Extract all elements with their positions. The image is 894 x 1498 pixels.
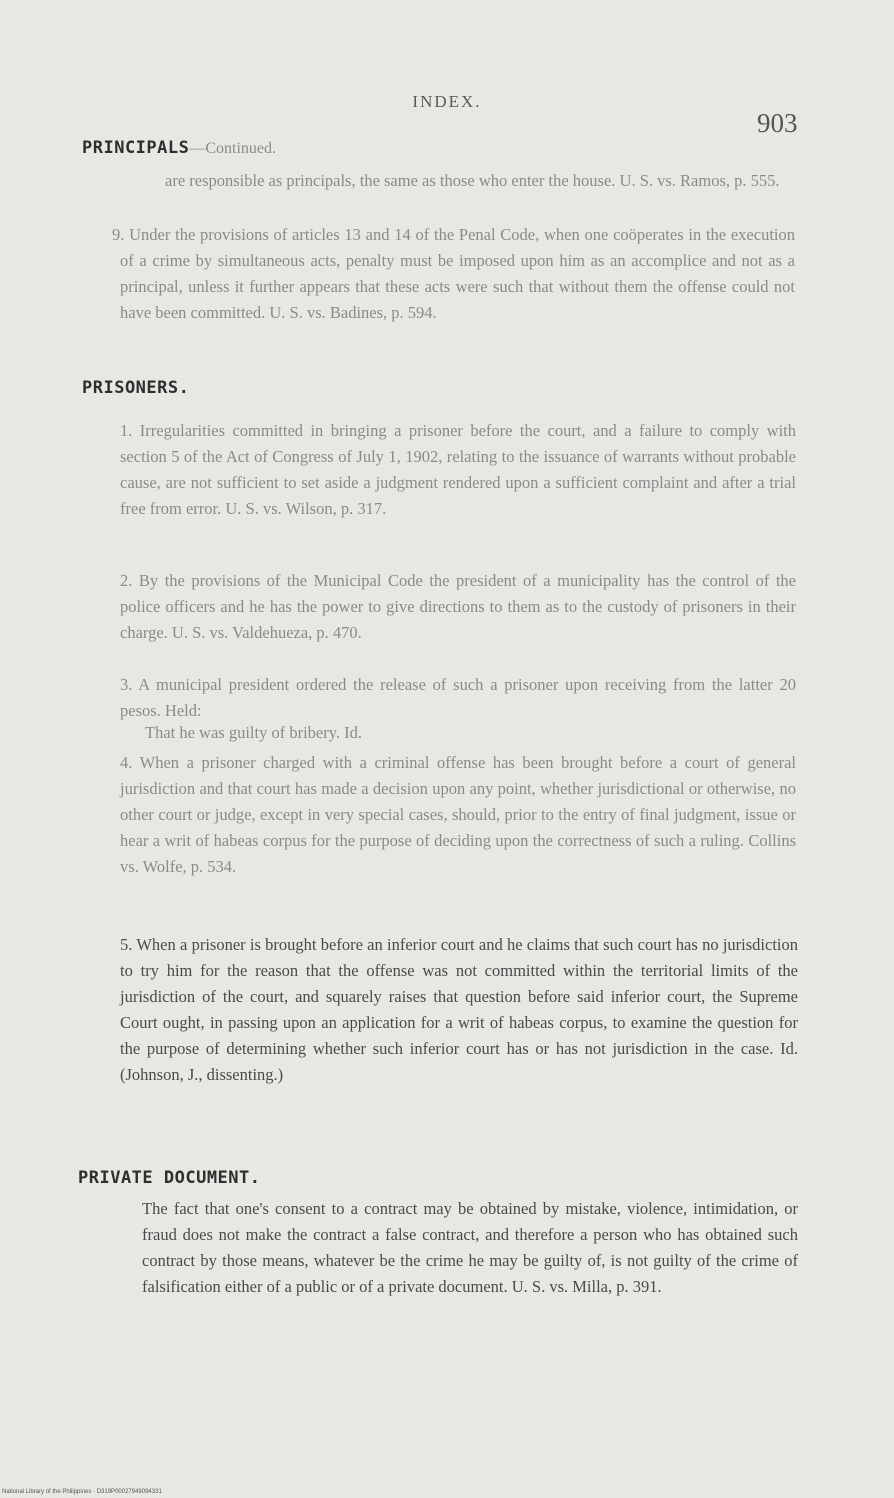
- continued-label: —Continued.: [189, 140, 277, 157]
- prisoners-item-5: 5. When a prisoner is brought before an inferior court and he claims that such court has no jurisdiction to try him for the reason that the offense was not committed within the territorial limits of the jurisdiction of the court, and squarely raises that question before said inferior court, the Supreme Court ought, in passing upon an application for a writ of habeas corpus, to examine the question for the purpose of determining whether such inferior court has or has not jurisdiction in the case. Id. (Johnson, J., dissenting.): [120, 935, 798, 1084]
- item-text: 9. Under the provisions of articles 13 and 14 of the Penal Code, when one coöperates in the execution of a crime by simultaneous acts, penalty must be imposed upon him as an accomplice and not as a principal, unless it further appears that these acts were such that without them the offense could not have been committed. U. S. vs. Badines, p. 594.: [112, 225, 795, 322]
- prisoners-item-1: 1. Irregularities committed in bringing a prisoner before the court, and a failure to comply with section 5 of the Act of Congress of July 1, 1902, relating to the issuance of warrants without probable cause, are not sufficient to set aside a judgment rendered upon a sufficient complaint and after a trial free from error. U. S. vs. Wilson, p. 317.: [120, 421, 796, 518]
- section-heading-prisoners: PRISONERS.: [82, 378, 190, 398]
- prisoners-item-3-held: That he was guilty of bribery. Id.: [145, 723, 363, 742]
- principals-carryover: are responsible as principals, the same as those who enter the house. U. S. vs. Ramos, p. 555.: [165, 171, 780, 190]
- prisoners-item-2: 2. By the provisions of the Municipal Code the president of a municipality has the control of the police officers and he has the power to give directions to them as to the custody of prisoners in their charge. U. S. vs. Valdehueza, p. 470.: [120, 571, 796, 642]
- section-heading-private-document: PRIVATE DOCUMENT.: [78, 1168, 261, 1188]
- private-document-text: The fact that one's consent to a contract may be obtained by mistake, violence, intimidation, or fraud does not make the contract a false contract, and therefore a person who has obtained such contract by those means, whatever be the crime he may be guilty of, is not guilty of the crime of falsification either of a public or of a private document. U. S. vs. Milla, p. 391.: [142, 1199, 798, 1296]
- section-heading-principals: [82, 138, 276, 158]
- prisoners-item-3: 3. A municipal president ordered the release of such a prisoner upon receiving from the latter 20 pesos. Held:: [120, 675, 796, 720]
- source-footer: National Library of the Philippines · D319P00027949094331: [2, 1489, 162, 1495]
- running-title: INDEX.: [412, 92, 482, 111]
- heading-text: PRINCIPALS: [82, 138, 190, 158]
- prisoners-item-4: 4. When a prisoner charged with a criminal offense has been brought before a court of general jurisdiction and that court has made a decision upon any point, whether jurisdictional or otherwise, no other court or judge, except in very special cases, should, prior to the entry of final judgment, issue or hear a writ of habeas corpus for the purpose of deciding upon the correctness of such a ruling. Collins vs. Wolfe, p. 534.: [120, 753, 796, 876]
- principals-item-9: [112, 222, 795, 326]
- page-number: 903: [757, 108, 798, 138]
